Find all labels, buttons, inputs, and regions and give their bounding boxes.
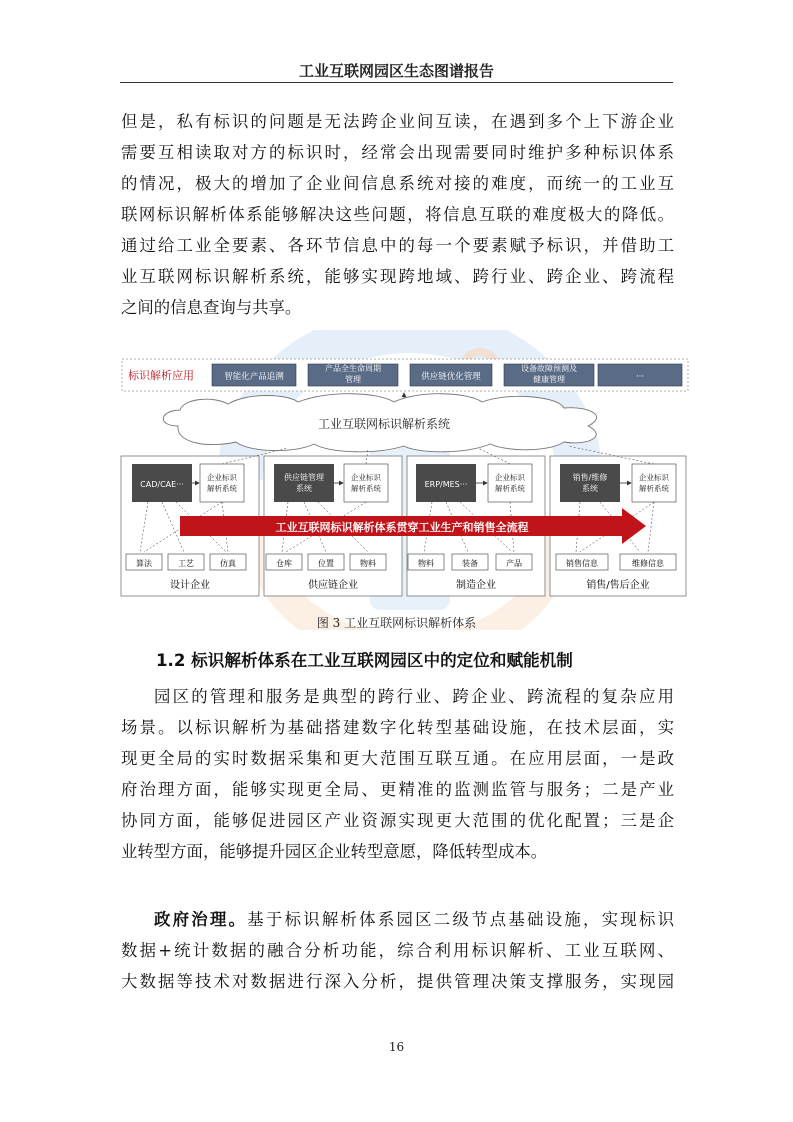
item-label: 位置 xyxy=(318,559,334,568)
text-line: 但是，私有标识的问题是无法跨企业间互读，在遇到多个上下游企业 xyxy=(121,112,674,131)
paragraph-1 xyxy=(121,106,674,323)
app-label: 智能化产品追溯 xyxy=(224,372,284,382)
text-line xyxy=(121,904,674,935)
enterprise-system-label: 解析系统 xyxy=(495,484,525,493)
system-label-line: 系统 xyxy=(296,484,312,493)
app-label-line: 产品全生命周期 xyxy=(325,364,381,373)
paragraph-lead: 政府治理。 xyxy=(154,910,248,929)
text-line: 通过给工业全要素、各环节信息中的每一个要素赋予标识，并借助工 xyxy=(121,236,674,255)
system-label: ERP/MES··· xyxy=(424,480,468,489)
system-label-line: 系统 xyxy=(582,484,598,493)
text-line: 府治理方面，能够实现更全局、更精准的监测监管与服务；二是产业 xyxy=(121,780,674,799)
item-label: 仿真 xyxy=(220,559,236,568)
enterprise-system-label: 解析系统 xyxy=(207,484,237,493)
app-box xyxy=(308,363,398,386)
app-label-line: 设备故障预测及 xyxy=(521,364,577,373)
text-line: 联网标识解析体系能够解决这些问题，将信息互联的难度极大的降低。 xyxy=(121,205,674,224)
flow-arrow-label: 工业互联网标识解析体系贯穿工业生产和销售全流程 xyxy=(275,521,529,534)
item-label: 维修信息 xyxy=(632,559,664,568)
item-label: 物料 xyxy=(360,559,376,568)
enterprise-system-label: 企业标识 xyxy=(351,473,381,482)
text-line: 的情况，极大的增加了企业间信息系统对接的难度，而统一的工业互 xyxy=(121,174,674,193)
text-line: 业互联网标识解析系统，能够实现跨地域、跨行业、跨企业、跨流程 xyxy=(121,267,674,286)
header-rule xyxy=(120,82,673,83)
item-label: 销售信息 xyxy=(566,559,598,568)
system-label-line: 销售/维修 xyxy=(572,473,608,482)
item-label: 仓库 xyxy=(276,559,292,568)
text-line: 现更全局的实时数据采集和更大范围互联互通。在应用层面，一是政 xyxy=(121,749,674,768)
app-label: 供应链优化管理 xyxy=(421,372,481,382)
item-label: 物料 xyxy=(418,559,434,568)
running-header-title: 工业互联网园区生态图谱报告 xyxy=(298,62,494,80)
enterprise-system-label: 企业标识 xyxy=(207,473,237,482)
panel-name: 制造企业 xyxy=(456,580,496,591)
system-label: CAD/CAE··· xyxy=(140,480,184,489)
text-line: 需要互相读取对方的标识时，经常会出现需要同时维护多种标识体系 xyxy=(121,143,674,162)
text-line: 园区的管理和服务是典型的跨行业、跨企业、跨流程的复杂应用 xyxy=(154,687,674,706)
section-heading: 1.2 标识解析体系在工业互联网园区中的定位和赋能机制 xyxy=(156,651,573,670)
panel-name: 供应链企业 xyxy=(308,580,358,591)
app-label-line: 管理 xyxy=(345,375,361,384)
text-run: 基于标识解析体系园区二级节点基础设施，实现标识 xyxy=(247,910,675,929)
enterprise-system-label: 企业标识 xyxy=(639,473,669,482)
text-line: 数据+统计数据的融合分析功能，综合利用标识解析、工业互联网、 xyxy=(121,941,674,960)
text-line: 协同方面，能够促进园区产业资源实现更大范围的优化配置；三是企 xyxy=(121,811,674,830)
paragraph-2 xyxy=(121,681,674,867)
enterprise-system-label: 企业标识 xyxy=(495,473,525,482)
item-label: 装备 xyxy=(462,559,478,568)
app-bar-label: 标识解析应用 xyxy=(128,369,194,382)
text-line: 大数据等技术对数据进行深入分析，提供管理决策支撑服务，实现园 xyxy=(121,972,674,991)
enterprise-system-label: 解析系统 xyxy=(351,484,381,493)
app-box xyxy=(212,364,296,386)
panel-name: 销售/售后企业 xyxy=(586,580,650,591)
system-label-line: 供应链管理 xyxy=(284,473,324,482)
text-line: 之间的信息查询与共享。 xyxy=(121,298,302,317)
item-label: 算法 xyxy=(136,559,152,568)
enterprise-system-label: 解析系统 xyxy=(639,484,669,493)
page-number: 16 xyxy=(388,1040,405,1054)
paragraph-3 xyxy=(121,904,674,997)
item-label: 工艺 xyxy=(178,559,194,568)
cloud-label: 工业互联网标识解析系统 xyxy=(317,417,451,431)
app-label-line: 健康管理 xyxy=(533,375,565,384)
app-box xyxy=(504,363,594,386)
panel-name: 设计企业 xyxy=(170,580,210,591)
identifier-resolution-diagram xyxy=(118,356,690,600)
app-label: ··· xyxy=(635,372,645,382)
app-box xyxy=(410,364,492,386)
figure-caption: 图 3 工业互联网标识解析体系 xyxy=(316,616,477,630)
text-line: 业转型方面，能够提升园区企业转型意愿，降低转型成本。 xyxy=(121,842,548,861)
app-box xyxy=(598,364,682,386)
text-line: 场景。以标识解析为基础搭建数字化转型基础设施，在技术层面，实 xyxy=(121,718,674,737)
item-label: 产品 xyxy=(506,559,522,568)
